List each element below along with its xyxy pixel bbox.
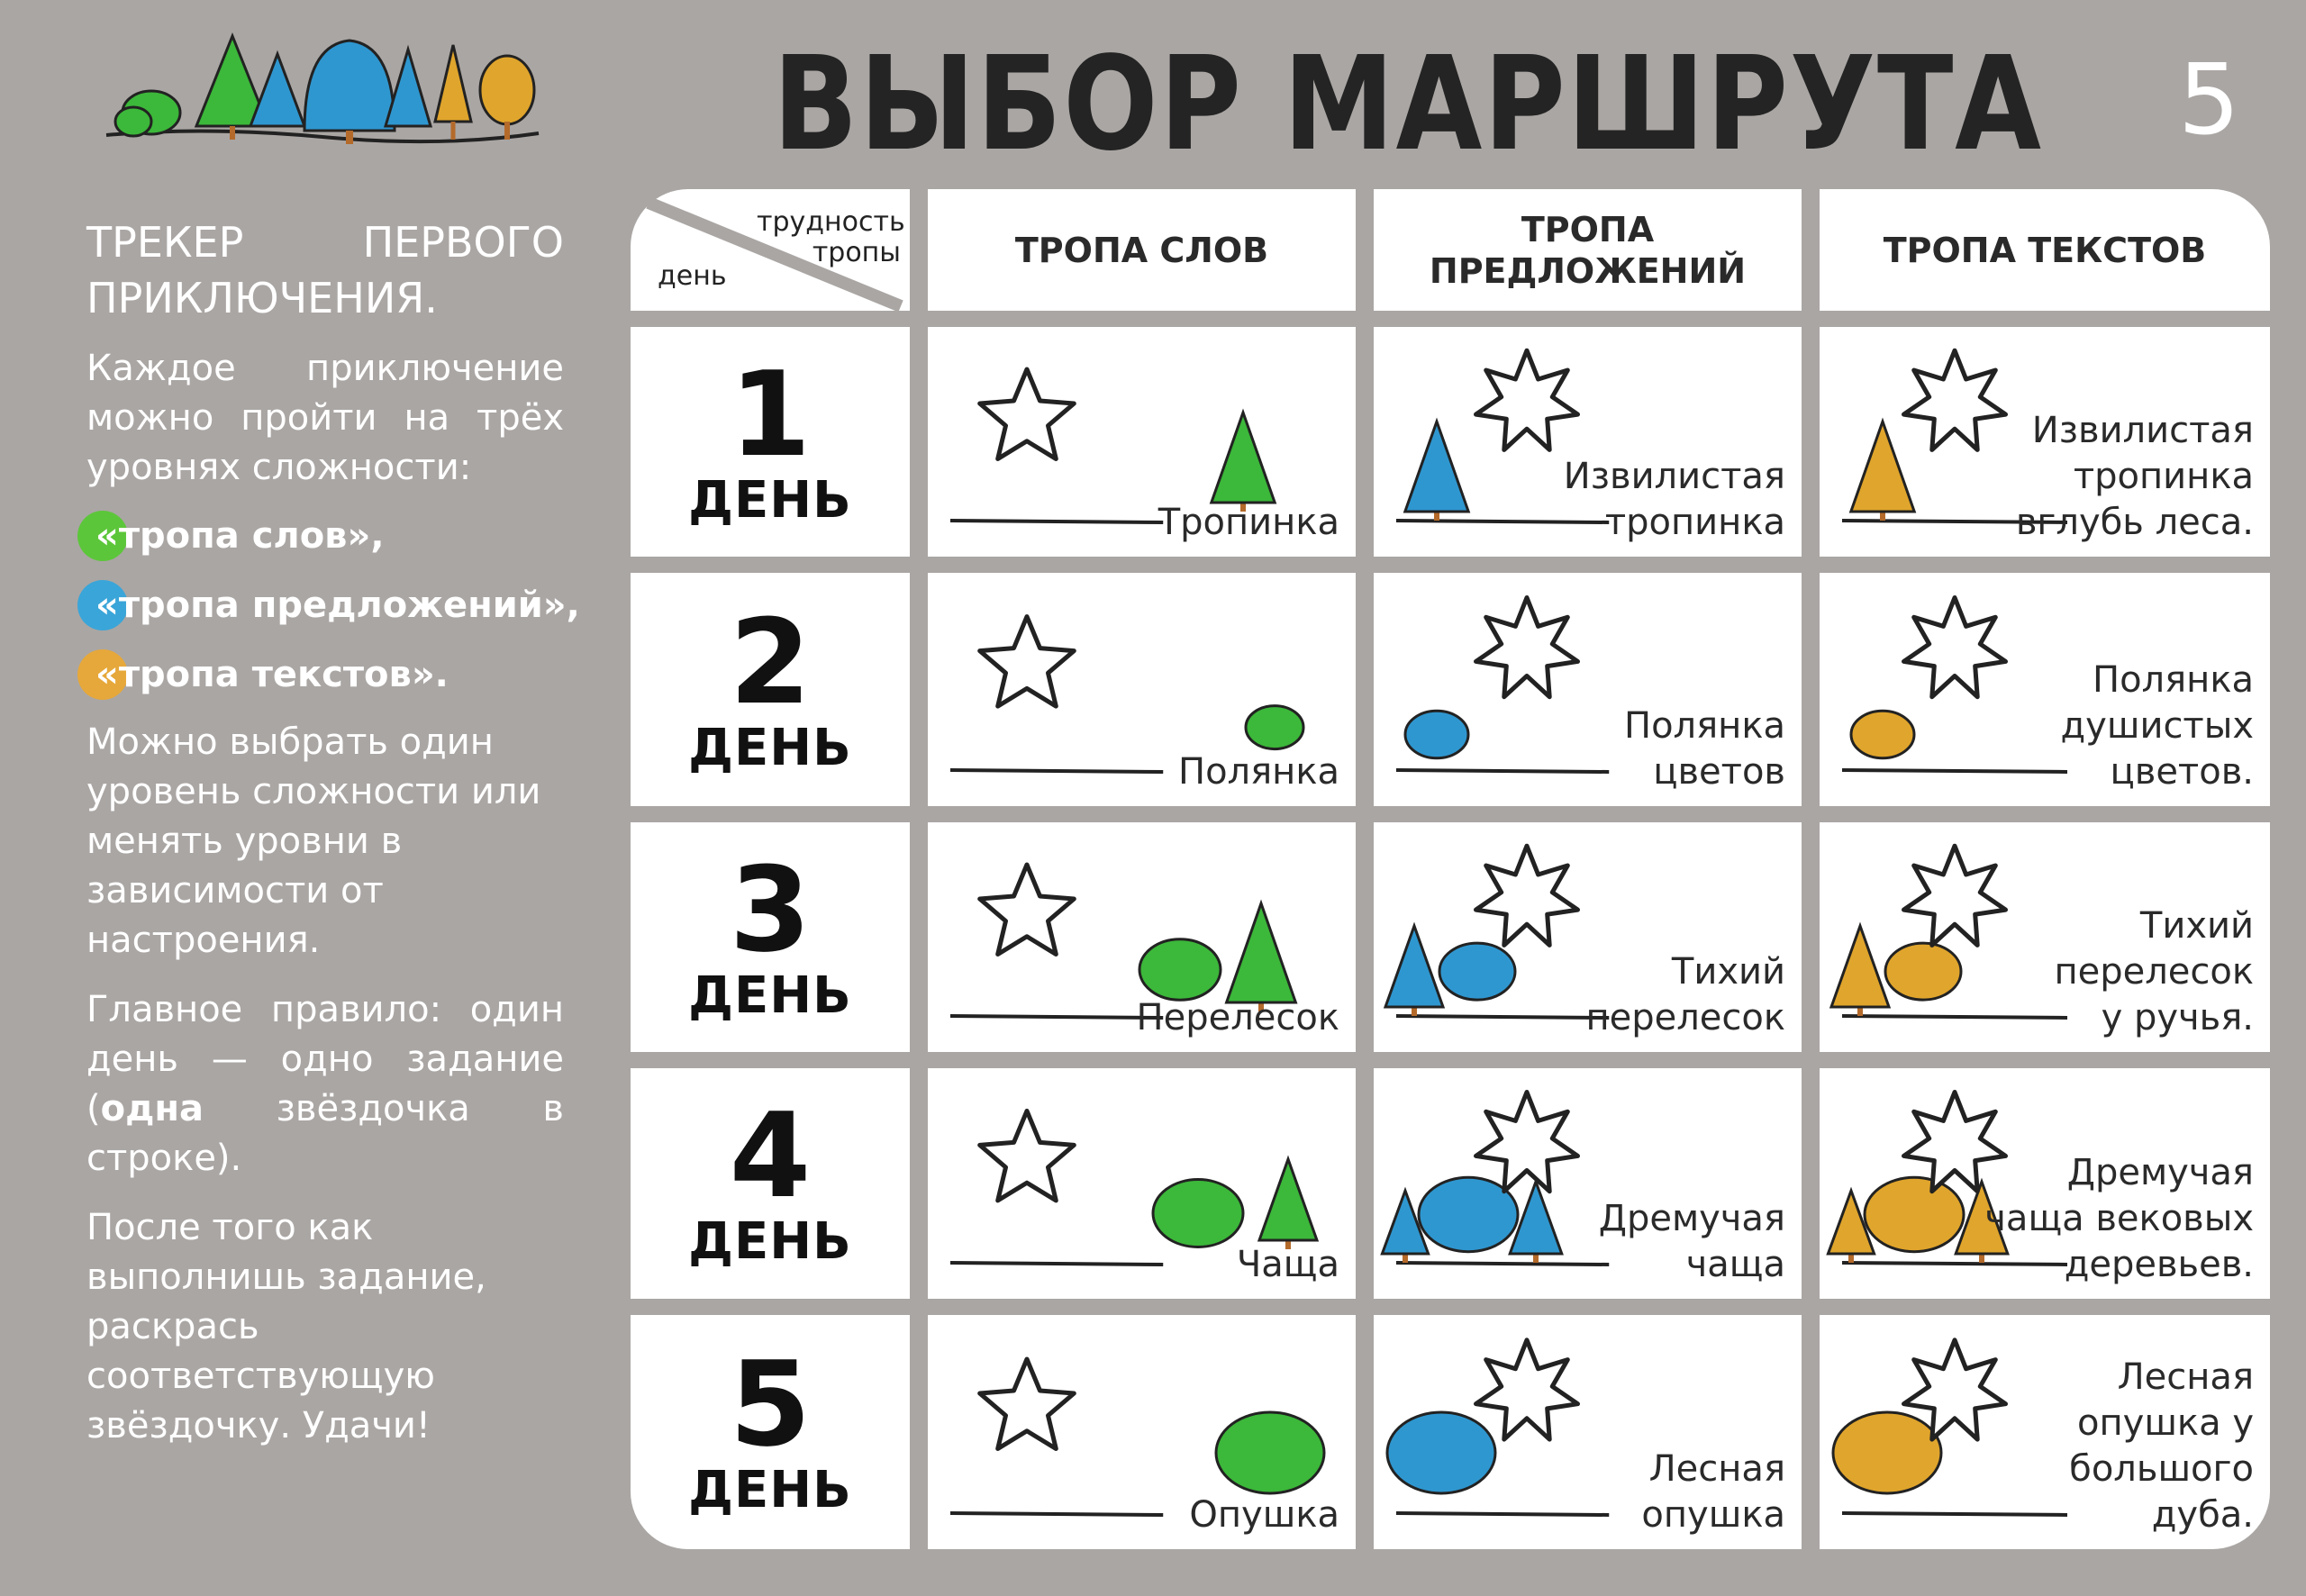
tracker-table bbox=[631, 189, 2270, 1549]
star-icon[interactable] bbox=[980, 617, 1075, 707]
forest-logo-illustration bbox=[97, 27, 548, 162]
star-icon[interactable] bbox=[1476, 1340, 1578, 1439]
star-icon[interactable] bbox=[1476, 846, 1578, 945]
star-icon[interactable] bbox=[1904, 846, 2006, 945]
trail-cell-label: Тропинка bbox=[1158, 502, 1339, 543]
trail-cell-day5-col1 bbox=[928, 1315, 1356, 1549]
trail-label: «тропа текстов». bbox=[95, 654, 449, 695]
trail-cell-label: Полянка душистых цветов. bbox=[2060, 659, 2254, 793]
day-word: ДЕНЬ bbox=[688, 718, 852, 777]
star-icon[interactable] bbox=[980, 865, 1075, 955]
star-icon[interactable] bbox=[1904, 598, 2006, 697]
trail-cell-label: Извилистая тропинка вглубь леса. bbox=[2015, 410, 2254, 543]
trail-cell-label: Перелесок bbox=[1136, 997, 1339, 1038]
trail-cell-day4-col2 bbox=[1374, 1068, 1802, 1299]
page-number: 5 bbox=[2178, 44, 2240, 157]
day-word: ДЕНЬ bbox=[688, 966, 852, 1025]
trail-cell-label: Полянка bbox=[1177, 751, 1339, 793]
rule-paragraph bbox=[86, 985, 564, 1183]
rule-suffix: звёздочка в строке). bbox=[86, 1088, 564, 1179]
column-header-texts: ТРОПА ТЕКСТОВ bbox=[1883, 230, 2207, 270]
trail-cell-day1-col2 bbox=[1374, 327, 1802, 557]
day-number: 1 bbox=[729, 345, 812, 483]
trail-list bbox=[86, 512, 580, 698]
star-icon[interactable] bbox=[980, 1359, 1075, 1449]
day-cell-4 bbox=[631, 1068, 910, 1299]
star-icon[interactable] bbox=[1476, 598, 1578, 697]
day-number: 4 bbox=[729, 1087, 812, 1224]
trail-item-words bbox=[86, 512, 564, 559]
day-number: 2 bbox=[729, 593, 812, 730]
choice-paragraph: Можно выбрать один уровень сложности или менять уровни в зависимости от настроения. bbox=[86, 721, 541, 961]
trail-cell-label: Тихий перелесок у ручья. bbox=[2054, 905, 2254, 1038]
trail-cell-day3-col1 bbox=[928, 822, 1356, 1052]
trail-cell-label: Дремучая чаща bbox=[1598, 1198, 1785, 1285]
day-word: ДЕНЬ bbox=[688, 470, 852, 530]
intro-text: Каждое приключение можно пройти на трёх уровнях сложности: bbox=[86, 348, 564, 488]
trail-cell-day2-col1 bbox=[928, 573, 1356, 806]
trail-cell-label: Дремучая чаща вековых деревьев. bbox=[1984, 1152, 2254, 1285]
day-cell-3 bbox=[631, 822, 910, 1052]
corner-day-label: день bbox=[658, 260, 727, 292]
day-cell-2 bbox=[631, 573, 910, 806]
trail-label: «тропа слов», bbox=[95, 515, 385, 557]
sidebar-instructions bbox=[86, 214, 580, 1471]
rule-prefix: Главное правило: один день — одно задание ( bbox=[86, 989, 564, 1129]
coloring-paragraph: После того как выполнишь задание, раскрась соответствующую звёздочку. Удачи! bbox=[86, 1207, 486, 1446]
trail-cell-label: Лесная опушка у большого дуба. bbox=[2069, 1356, 2254, 1536]
trail-cell-day5-col2 bbox=[1374, 1315, 1802, 1549]
tracker-heading: ТРЕКЕР ПЕРВОГО ПРИКЛЮЧЕНИЯ. bbox=[86, 218, 564, 322]
trail-cell-day2-col3 bbox=[1820, 573, 2270, 806]
trail-cell-label: Извилистая тропинка bbox=[1563, 456, 1785, 543]
star-icon[interactable] bbox=[1476, 1093, 1578, 1192]
trail-cell-label: Лесная опушка bbox=[1641, 1448, 1785, 1536]
column-header-sentences: ТРОПА ПРЕДЛОЖЕНИЙ bbox=[1429, 209, 1747, 291]
day-cell-5 bbox=[631, 1315, 910, 1549]
trail-cell-day4-col3 bbox=[1820, 1068, 2270, 1299]
trail-cell-label: Чаща bbox=[1236, 1244, 1339, 1285]
rule-bold: одна bbox=[100, 1088, 204, 1129]
trail-cell-day1-col1 bbox=[928, 327, 1356, 557]
trail-item-sentences bbox=[86, 582, 580, 629]
trail-cell-day4-col1 bbox=[928, 1068, 1356, 1299]
trail-cell-label: Опушка bbox=[1189, 1494, 1339, 1536]
trail-cell-label: Полянка цветов bbox=[1623, 705, 1785, 793]
star-icon[interactable] bbox=[1476, 350, 1578, 449]
star-icon[interactable] bbox=[980, 1111, 1075, 1201]
corner-difficulty-label: трудность тропы bbox=[757, 206, 905, 268]
trail-cell-day1-col3 bbox=[1820, 327, 2270, 557]
trail-cell-day5-col3 bbox=[1820, 1315, 2270, 1549]
day-cell-1 bbox=[631, 327, 910, 557]
star-icon[interactable] bbox=[980, 369, 1075, 459]
trail-cell-label: Тихий перелесок bbox=[1585, 951, 1785, 1038]
trail-label: «тропа предложений», bbox=[95, 585, 580, 626]
trail-cell-day3-col3 bbox=[1820, 822, 2270, 1052]
day-number: 3 bbox=[729, 840, 812, 978]
trail-cell-day3-col2 bbox=[1374, 822, 1802, 1052]
day-number: 5 bbox=[729, 1336, 812, 1473]
page-title: ВЫБОР МАРШРУТА bbox=[773, 28, 2043, 179]
trail-item-texts bbox=[86, 651, 564, 698]
star-icon[interactable] bbox=[1904, 350, 2006, 449]
day-word: ДЕНЬ bbox=[688, 1212, 852, 1271]
day-word: ДЕНЬ bbox=[688, 1461, 852, 1519]
trail-cell-day2-col2 bbox=[1374, 573, 1802, 806]
column-header-words: ТРОПА СЛОВ bbox=[1014, 230, 1269, 270]
